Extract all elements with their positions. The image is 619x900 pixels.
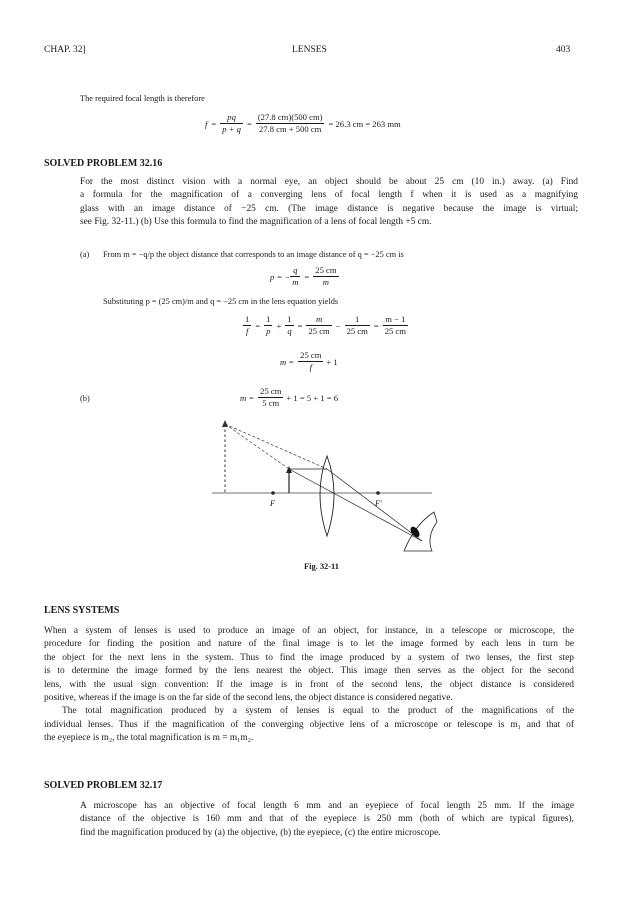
- eq-fraction: [313, 265, 338, 288]
- part-a-text: From m = −q/p the object distance that corresponds to an image distance of q = −25 cm is: [103, 250, 404, 259]
- converging-lens: [320, 456, 334, 536]
- eq-denominator: 5 cm: [262, 398, 280, 408]
- paragraph-line: is to determine the image formed by the lens nearest the object. This image then serves as the object for the second: [44, 666, 574, 677]
- focal-point-left: [271, 491, 275, 495]
- paragraph-line: individual lenses. Thus if the magnification of the converging objective lens of a microscope or telescope is m₁ and that of: [44, 719, 574, 730]
- paragraph-line: the object for the next lens in the system. Thus to find the image produced by a system of two lenses, the first step: [44, 652, 574, 663]
- eq-lhs: p = −: [270, 271, 291, 282]
- eq-denominator: f: [245, 326, 249, 336]
- focal-label-right: F′: [375, 499, 382, 508]
- eq-numerator: (27.8 cm)(500 cm): [257, 112, 323, 122]
- eq-lhs: m =: [240, 392, 255, 403]
- paragraph-line: The total magnification produced by a system of lenses is equal to the product of the magnifications of the: [62, 706, 574, 717]
- eq-numerator: 1: [287, 314, 292, 324]
- eq-result: = 26.3 cm = 263 mm: [328, 118, 401, 129]
- eq-denominator: 25 cm: [346, 326, 368, 336]
- problem-statement: [80, 800, 574, 840]
- statement-line: see Fig. 32-11.) (b) Use this formula to find the magnification of a lens of focal length +5 cm.: [80, 217, 432, 228]
- lens-equation: $\frac{1}{f}$ = $\frac{1}{p}$ + $\frac{1}{q}$ = $\frac{m}{25 cm}$ − $\frac{1}{25 cm}$ = $\frac{m - 1}{25 cm}$: [245, 314, 406, 336]
- eq-tail: + 1: [326, 356, 338, 367]
- eq-numerator: 1: [345, 314, 370, 326]
- eq-numerator: m: [306, 314, 331, 326]
- eq-lhs: f: [205, 118, 208, 129]
- lens-systems-paragraph: [44, 625, 574, 746]
- problem-statement: [80, 176, 578, 230]
- eq-fraction-numeric: [256, 112, 325, 135]
- paragraph-line: positive, whereas if the image is on the far side of the second lens, the object distance is considered negative.: [44, 693, 453, 704]
- eq-lhs: m =: [280, 356, 295, 367]
- eq-fraction-symbolic: [220, 112, 243, 135]
- eq-denominator: m: [292, 277, 299, 287]
- eq-denominator: 25 cm: [384, 326, 406, 336]
- eq-tail: + 1 = 5 + 1 = 6: [286, 392, 339, 403]
- statement-line: distance of the objective is 160 mm and that of the eyepiece is 250 mm (both of which are typical figures),: [80, 814, 574, 825]
- eq-numerator: q: [290, 265, 300, 277]
- paragraph-line: the eyepiece is m₂, the total magnification is m = m₁m₂.: [44, 733, 254, 744]
- figure-caption: Fig. 32-11: [304, 562, 339, 571]
- paragraph-line: lens, with the usual sign convention: If the image is in front of the second lens, the object distance is considered: [44, 679, 574, 690]
- problem-heading: SOLVED PROBLEM 32.16: [44, 158, 163, 169]
- eq-denominator: f: [309, 362, 312, 372]
- eq-denominator: p + q: [222, 124, 241, 134]
- extension-ray-lower: [225, 424, 289, 469]
- object-distance-equation: p = − $\frac{q}{m}$ = $\frac{25 cm}{m}$: [270, 265, 337, 287]
- part-a-label: (a): [80, 250, 90, 259]
- paragraph-line: procedure for finding the position and nature of the final image is to let the image formed by each lens in turn be: [44, 639, 574, 650]
- focal-label-left: F: [270, 499, 275, 508]
- focal-point-right: [376, 491, 380, 495]
- magnification-formula: [280, 350, 338, 373]
- eq-denominator: 25 cm: [308, 326, 330, 336]
- eq-denominator: 27.8 cm + 500 cm: [258, 124, 322, 134]
- central-ray: [289, 469, 422, 541]
- substitution-text: Substituting p = (25 cm)/m and q = −25 cm in the lens equation yields: [103, 297, 339, 306]
- focal-length-equation: f = $\frac{pq}{p + q}$ = $\frac{(27.8 cm)(500 cm)}{27.8 cm + 500 cm}$ = 26.3 cm = 263 mm: [205, 112, 401, 134]
- extension-ray-upper: [225, 424, 327, 469]
- eq-numerator: 25 cm: [300, 350, 322, 360]
- statement-line: For the most distinct vision with a normal eye, an object should be about 25 cm (10 in.) away. (a) Find: [80, 177, 578, 187]
- intro-text: The required focal length is therefore: [80, 94, 205, 103]
- virtual-image-arrowhead: [222, 420, 228, 427]
- eq-fraction: [290, 265, 300, 288]
- chapter-label: CHAP. 32]: [44, 45, 86, 55]
- statement-line: A microscope has an objective of focal length 6 mm and an eyepiece of focal length 25 mm. If the image: [80, 801, 574, 811]
- page-number: 403: [556, 45, 571, 55]
- problem-heading: SOLVED PROBLEM 32.17: [44, 780, 163, 791]
- part-b-label: (b): [80, 394, 90, 403]
- section-heading: LENS SYSTEMS: [44, 605, 120, 616]
- eq-denominator: m: [322, 277, 330, 287]
- eq-numerator: m − 1: [383, 314, 408, 326]
- eq-denominator: p: [266, 326, 271, 336]
- eq-numerator: 1: [245, 314, 250, 324]
- statement-line: glass with an image distance of −25 cm. (The image distance is negative because the image is virtual;: [80, 203, 578, 214]
- eq-numerator: 25 cm: [260, 386, 282, 396]
- statement-line: find the magnification produced by (a) the objective, (b) the eyepiece, (c) the entire microscope.: [80, 827, 441, 838]
- statement-line: a formula for the magnification of a converging lens of focal length f when it is used as a magnifying: [80, 190, 578, 201]
- object-arrowhead: [286, 466, 292, 473]
- part-b-equation: [240, 386, 338, 409]
- eq-denominator: q: [287, 326, 292, 336]
- paragraph-line: When a system of lenses is used to produce an image of an object, for instance, in a telescope or microscope, the: [44, 626, 574, 636]
- running-title: LENSES: [292, 45, 327, 55]
- eq-numerator: pq: [220, 112, 243, 124]
- eq-numerator: 1: [266, 314, 271, 324]
- eq-numerator: 25 cm: [315, 265, 337, 275]
- magnifier-ray-diagram: [200, 418, 450, 558]
